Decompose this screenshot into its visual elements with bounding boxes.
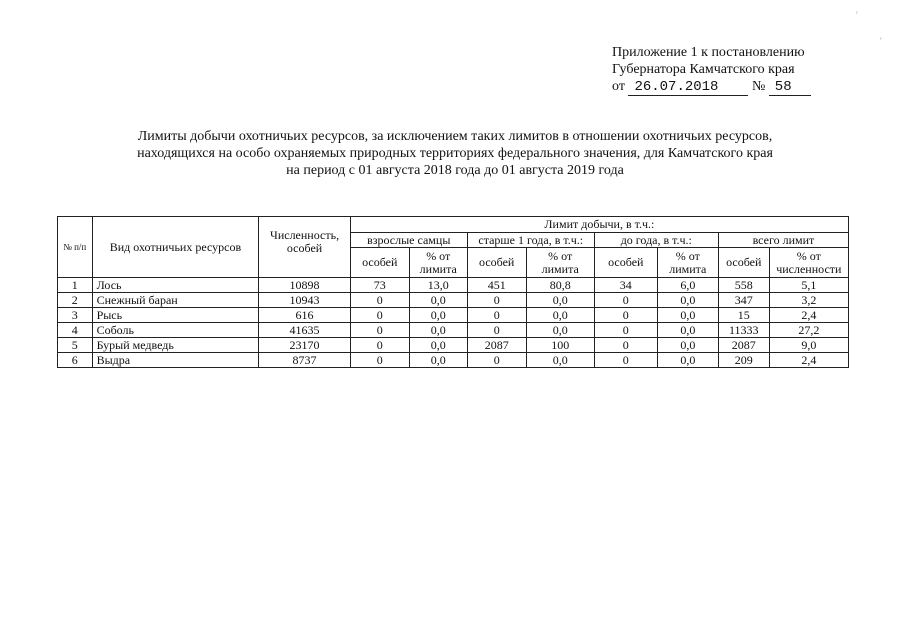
adult-males-percent-cell: 13,0 — [409, 278, 467, 293]
species-name-cell: Снежный баран — [92, 293, 259, 308]
adult-males-percent-cell: 0,0 — [409, 323, 467, 338]
adult-males-percent-cell: 0,0 — [409, 353, 467, 368]
row-num-cell: 4 — [58, 323, 93, 338]
young-count-cell: 0 — [594, 323, 657, 338]
population-cell: 10943 — [259, 293, 351, 308]
older-count-cell: 2087 — [467, 338, 526, 353]
header-limit: Лимит добычи, в т.ч.: — [350, 217, 848, 233]
older-percent-cell: 0,0 — [526, 293, 594, 308]
table-row — [58, 323, 849, 338]
young-percent-cell: 0,0 — [657, 323, 718, 338]
older-percent-cell: 80,8 — [526, 278, 594, 293]
header-group-total: всего лимит — [718, 233, 848, 248]
young-percent-cell: 6,0 — [657, 278, 718, 293]
subheader-percent-limit: % от лимита — [657, 248, 718, 278]
row-num-cell: 6 — [58, 353, 93, 368]
title-line-3: на период с 01 августа 2018 года до 01 августа 2019 года — [286, 163, 624, 178]
table-row — [58, 353, 849, 368]
document-title — [60, 128, 850, 179]
header-population: Численность, особей — [259, 217, 351, 278]
scan-mark-top-right: ′ — [856, 10, 858, 20]
header-group-under-1-year: до года, в т.ч.: — [594, 233, 718, 248]
decree-number: 58 — [769, 80, 811, 96]
older-count-cell: 0 — [467, 308, 526, 323]
annex-date-line — [612, 78, 872, 96]
adult-males-count-cell: 0 — [350, 353, 409, 368]
young-percent-cell: 0,0 — [657, 308, 718, 323]
adult-males-count-cell: 0 — [350, 308, 409, 323]
limits-table — [57, 216, 849, 368]
adult-males-percent-cell: 0,0 — [409, 308, 467, 323]
table-row — [58, 308, 849, 323]
subheader-percent-limit: % от лимита — [409, 248, 467, 278]
adult-males-percent-cell: 0,0 — [409, 293, 467, 308]
total-percent-cell: 2,4 — [769, 353, 848, 368]
young-percent-cell: 0,0 — [657, 338, 718, 353]
young-percent-cell: 0,0 — [657, 353, 718, 368]
annex-line-1: Приложение 1 к постановлению — [612, 45, 805, 60]
total-percent-cell: 27,2 — [769, 323, 848, 338]
table-row — [58, 293, 849, 308]
table-body — [58, 278, 849, 368]
adult-males-count-cell: 0 — [350, 323, 409, 338]
total-percent-cell: 9,0 — [769, 338, 848, 353]
older-percent-cell: 0,0 — [526, 353, 594, 368]
young-percent-cell: 0,0 — [657, 293, 718, 308]
adult-males-count-cell: 0 — [350, 293, 409, 308]
species-name-cell: Бурый медведь — [92, 338, 259, 353]
total-count-cell: 347 — [718, 293, 769, 308]
total-count-cell: 558 — [718, 278, 769, 293]
scan-mark-right: ′ — [880, 36, 882, 46]
total-percent-cell: 5,1 — [769, 278, 848, 293]
table-row — [58, 278, 849, 293]
population-cell: 616 — [259, 308, 351, 323]
subheader-percent-population: % от численности — [769, 248, 848, 278]
species-name-cell: Соболь — [92, 323, 259, 338]
annex-header — [612, 44, 872, 96]
table-row — [58, 338, 849, 353]
from-label: от — [612, 79, 625, 94]
older-count-cell: 0 — [467, 353, 526, 368]
species-name-cell: Лось — [92, 278, 259, 293]
row-num-cell: 5 — [58, 338, 93, 353]
header-group-adult-males: взрослые самцы — [350, 233, 467, 248]
young-count-cell: 0 — [594, 293, 657, 308]
header-species: Вид охотничьих ресурсов — [92, 217, 259, 278]
older-percent-cell: 100 — [526, 338, 594, 353]
header-group-older-1-year: старше 1 года, в т.ч.: — [467, 233, 594, 248]
older-percent-cell: 0,0 — [526, 323, 594, 338]
title-line-1: Лимиты добычи охотничьих ресурсов, за исключением таких лимитов в отношении охотничьих ресурсов, — [137, 129, 773, 144]
young-count-cell: 34 — [594, 278, 657, 293]
total-percent-cell: 2,4 — [769, 308, 848, 323]
total-count-cell: 2087 — [718, 338, 769, 353]
annex-line-2: Губернатора Камчатского края — [612, 62, 795, 77]
number-label: № — [751, 79, 766, 94]
population-cell: 23170 — [259, 338, 351, 353]
older-count-cell: 451 — [467, 278, 526, 293]
subheader-individuals: особей — [718, 248, 769, 278]
population-cell: 8737 — [259, 353, 351, 368]
older-count-cell: 0 — [467, 293, 526, 308]
adult-males-percent-cell: 0,0 — [409, 338, 467, 353]
subheader-individuals: особей — [350, 248, 409, 278]
row-num-cell: 1 — [58, 278, 93, 293]
subheader-percent-limit: % от лимита — [526, 248, 594, 278]
population-cell: 10898 — [259, 278, 351, 293]
header-num: № п/п — [58, 217, 93, 278]
total-count-cell: 15 — [718, 308, 769, 323]
young-count-cell: 0 — [594, 353, 657, 368]
total-percent-cell: 3,2 — [769, 293, 848, 308]
adult-males-count-cell: 73 — [350, 278, 409, 293]
older-percent-cell: 0,0 — [526, 308, 594, 323]
population-cell: 41635 — [259, 323, 351, 338]
species-name-cell: Рысь — [92, 308, 259, 323]
older-count-cell: 0 — [467, 323, 526, 338]
adult-males-count-cell: 0 — [350, 338, 409, 353]
row-num-cell: 2 — [58, 293, 93, 308]
young-count-cell: 0 — [594, 308, 657, 323]
total-count-cell: 11333 — [718, 323, 769, 338]
title-line-2: находящихся на особо охраняемых природных территориях федерального значения, для Камчатского края — [137, 146, 773, 161]
total-count-cell: 209 — [718, 353, 769, 368]
subheader-individuals: особей — [594, 248, 657, 278]
species-name-cell: Выдра — [92, 353, 259, 368]
decree-date: 26.07.2018 — [628, 80, 748, 96]
row-num-cell: 3 — [58, 308, 93, 323]
young-count-cell: 0 — [594, 338, 657, 353]
subheader-individuals: особей — [467, 248, 526, 278]
